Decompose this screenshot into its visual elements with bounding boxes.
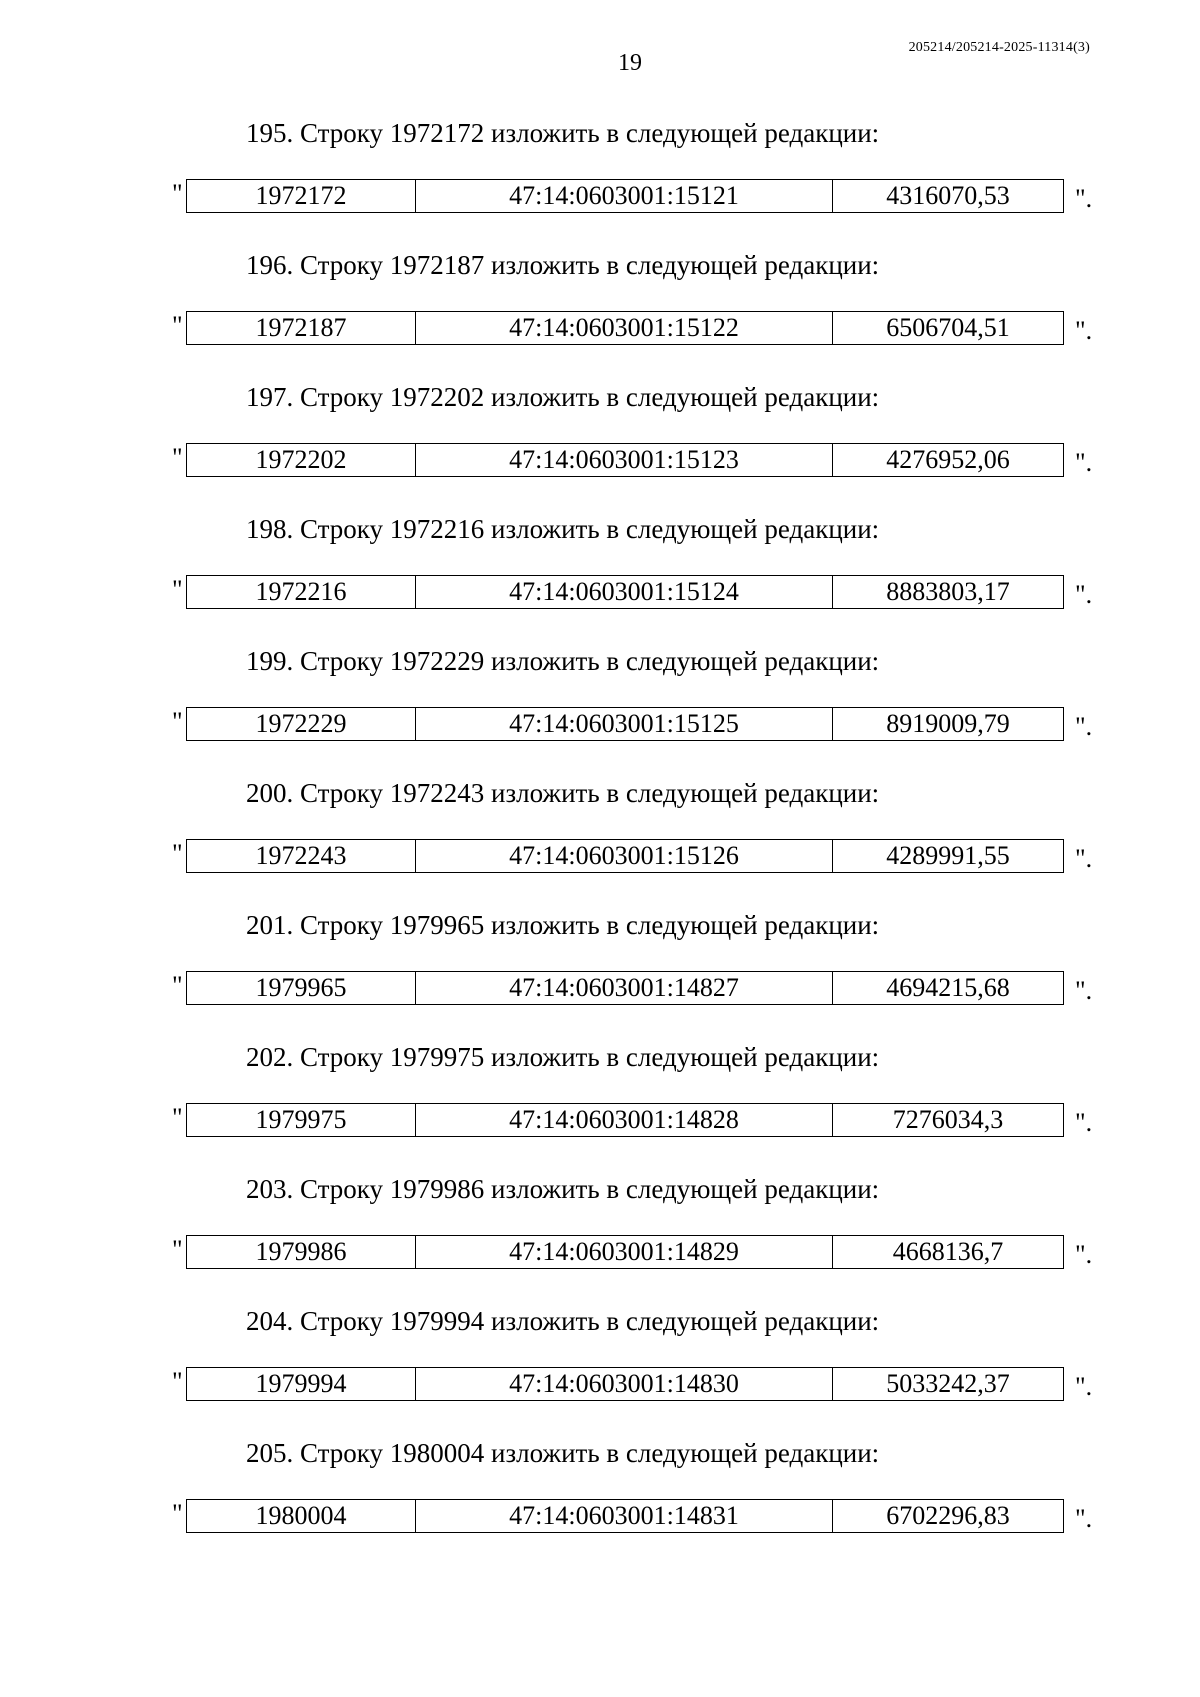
amendment-heading: 203. Строку 1979986 изложить в следующей редакции: [246,1174,880,1204]
opening-quote: " [172,707,183,736]
table-row [187,1368,1064,1401]
table-row [187,840,1064,873]
cadastral-value-cell: 7276034,3 [833,1104,1064,1137]
amendment-row [172,311,1092,347]
opening-quote: " [172,179,183,208]
opening-quote: " [172,443,183,472]
closing-quote: ". [1075,184,1093,213]
closing-quote: ". [1075,844,1093,873]
amendment-row [172,1367,1092,1403]
row-number-cell: 1972172 [187,180,416,213]
opening-quote: " [172,1367,183,1396]
table-row [187,444,1064,477]
amendment-heading: 202. Строку 1979975 изложить в следующей редакции: [246,1042,880,1072]
amendment-item [0,1301,1200,1433]
cadastral-number-cell: 47:14:0603001:15124 [416,576,833,609]
amendment-table [186,443,1064,477]
closing-quote: ". [1075,1108,1093,1137]
cadastral-number-cell: 47:14:0603001:14830 [416,1368,833,1401]
table-row [187,312,1064,345]
cadastral-value-cell: 4316070,53 [833,180,1064,213]
amendment-table [186,1235,1064,1269]
amendment-row [172,1499,1092,1535]
row-number-cell: 1972243 [187,840,416,873]
amendment-row [172,575,1092,611]
amendment-table [186,839,1064,873]
amendment-table [186,971,1064,1005]
amendment-heading: 201. Строку 1979965 изложить в следующей редакции: [246,910,880,940]
cadastral-value-cell: 4276952,06 [833,444,1064,477]
cadastral-value-cell: 8919009,79 [833,708,1064,741]
amendment-heading: 198. Строку 1972216 изложить в следующей редакции: [246,514,880,544]
document-id: 205214/205214-2025-11314(3) [908,40,1090,55]
cadastral-number-cell: 47:14:0603001:14831 [416,1500,833,1533]
amendment-heading: 197. Строку 1972202 изложить в следующей редакции: [246,382,880,412]
amendment-item [0,509,1200,641]
amendment-table [186,1499,1064,1533]
table-row [187,1104,1064,1137]
amendment-row [172,443,1092,479]
table-row [187,1236,1064,1269]
amendment-heading: 196. Строку 1972187 изложить в следующей редакции: [246,250,880,280]
amendment-item [0,773,1200,905]
row-number-cell: 1979986 [187,1236,416,1269]
amendment-item [0,377,1200,509]
amendment-list [0,113,1200,1565]
cadastral-number-cell: 47:14:0603001:15125 [416,708,833,741]
closing-quote: ". [1075,1504,1093,1533]
table-row [187,708,1064,741]
cadastral-value-cell: 5033242,37 [833,1368,1064,1401]
cadastral-value-cell: 4694215,68 [833,972,1064,1005]
cadastral-value-cell: 6506704,51 [833,312,1064,345]
row-number-cell: 1979994 [187,1368,416,1401]
amendment-row [172,839,1092,875]
closing-quote: ". [1075,580,1093,609]
closing-quote: ". [1075,448,1093,477]
amendment-table [186,179,1064,213]
closing-quote: ". [1075,316,1093,345]
amendment-table [186,311,1064,345]
amendment-item [0,113,1200,245]
row-number-cell: 1972202 [187,444,416,477]
opening-quote: " [172,971,183,1000]
cadastral-number-cell: 47:14:0603001:15121 [416,180,833,213]
opening-quote: " [172,1235,183,1264]
table-row [187,180,1064,213]
amendment-table [186,1367,1064,1401]
amendment-heading: 204. Строку 1979994 изложить в следующей редакции: [246,1306,880,1336]
opening-quote: " [172,311,183,340]
closing-quote: ". [1075,712,1093,741]
amendment-table [186,1103,1064,1137]
table-row [187,972,1064,1005]
closing-quote: ". [1075,976,1093,1005]
row-number-cell: 1972229 [187,708,416,741]
row-number-cell: 1972187 [187,312,416,345]
opening-quote: " [172,839,183,868]
amendment-item [0,641,1200,773]
cadastral-number-cell: 47:14:0603001:14827 [416,972,833,1005]
amendment-heading: 195. Строку 1972172 изложить в следующей редакции: [246,118,880,148]
amendment-heading: 200. Строку 1972243 изложить в следующей редакции: [246,778,880,808]
cadastral-value-cell: 4668136,7 [833,1236,1064,1269]
amendment-row [172,971,1092,1007]
amendment-table [186,575,1064,609]
opening-quote: " [172,1499,183,1528]
amendment-heading: 199. Строку 1972229 изложить в следующей редакции: [246,646,880,676]
amendment-item [0,905,1200,1037]
cadastral-number-cell: 47:14:0603001:14829 [416,1236,833,1269]
row-number-cell: 1979975 [187,1104,416,1137]
amendment-table [186,707,1064,741]
opening-quote: " [172,1103,183,1132]
cadastral-number-cell: 47:14:0603001:15123 [416,444,833,477]
row-number-cell: 1972216 [187,576,416,609]
amendment-item [0,1433,1200,1565]
cadastral-number-cell: 47:14:0603001:15126 [416,840,833,873]
amendment-heading: 205. Строку 1980004 изложить в следующей редакции: [246,1438,880,1468]
row-number-cell: 1980004 [187,1500,416,1533]
amendment-row [172,179,1092,215]
amendment-row [172,1235,1092,1271]
cadastral-number-cell: 47:14:0603001:15122 [416,312,833,345]
closing-quote: ". [1075,1372,1093,1401]
amendment-item [0,1169,1200,1301]
row-number-cell: 1979965 [187,972,416,1005]
amendment-item [0,245,1200,377]
table-row [187,1500,1064,1533]
cadastral-value-cell: 8883803,17 [833,576,1064,609]
amendment-item [0,1037,1200,1169]
cadastral-value-cell: 6702296,83 [833,1500,1064,1533]
closing-quote: ". [1075,1240,1093,1269]
table-row [187,576,1064,609]
amendment-row [172,1103,1092,1139]
page-number: 19 [618,50,642,76]
amendment-row [172,707,1092,743]
opening-quote: " [172,575,183,604]
cadastral-number-cell: 47:14:0603001:14828 [416,1104,833,1137]
cadastral-value-cell: 4289991,55 [833,840,1064,873]
